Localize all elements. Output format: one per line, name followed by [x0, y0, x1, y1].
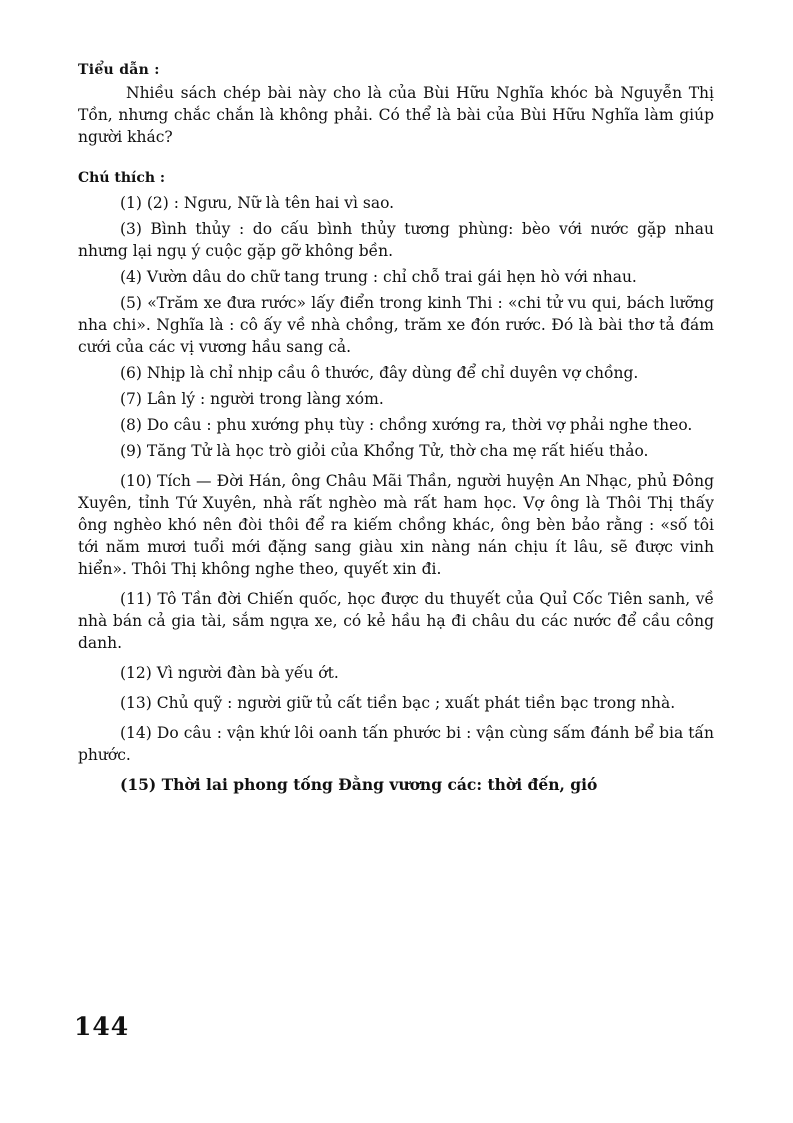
note-8: (8) Do câu : phu xướng phụ tùy : chồng xướng ra, thời vợ phải nghe theo. [120, 416, 693, 434]
note-5: (5) «Trăm xe đưa rước» lấy điển trong kinh Thi : «chi tử vu qui, bách lưỡng nha chi». Nghĩa là : cô ấy về nhà chồng, trăm xe đón rước. Đó là bài thơ tả đám cưới của các vị vương hầu sang cả. [78, 294, 714, 356]
note-3: (3) Bình thủy : do cấu bình thủy tương phùng: bèo với nước gặp nhau nhưng lại ngụ ý cuộc gặp gỡ không bền. [78, 220, 714, 260]
intro-heading: Tiểu dẫn : [78, 62, 160, 78]
note-14: (14) Do câu : vận khứ lôi oanh tấn phước bi : vận cùng sấm đánh bể bia tấn phước. [78, 724, 714, 764]
intro-paragraph: Nhiều sách chép bài này cho là của Bùi Hữu Nghĩa khóc bà Nguyễn Thị Tồn, nhưng chắc chắn là không phải. Có thể là bài của Bùi Hữu Nghĩa làm giúp người khác? [78, 84, 714, 146]
note-6: (6) Nhịp là chỉ nhịp cầu ô thước, đây dùng để chỉ duyên vợ chồng. [120, 364, 639, 382]
page-number: 144 [74, 1012, 130, 1041]
notes-heading: Chú thích : [78, 170, 166, 186]
note-4: (4) Vườn dâu do chữ tang trung : chỉ chỗ trai gái hẹn hò với nhau. [120, 268, 637, 286]
note-1-2: (1) (2) : Ngưu, Nữ là tên hai vì sao. [120, 194, 395, 212]
note-7: (7) Lân lý : người trong làng xóm. [120, 390, 384, 408]
page-body [78, 62, 714, 800]
note-9: (9) Tăng Tử là học trò giỏi của Khổng Tử, thờ cha mẹ rất hiếu thảo. [120, 442, 649, 460]
note-12: (12) Vì người đàn bà yếu ớt. [120, 664, 339, 682]
note-10: (10) Tích — Đời Hán, ông Châu Mãi Thần, người huyện An Nhạc, phủ Đông Xuyên, tỉnh Tứ Xuyên, nhà rất nghèo mà rất ham học. Vợ ông là Thôi Thị thấy ông nghèo khó nên đòi thôi để ra kiếm chồng khác, ông bèn bảo rằng : «số tôi tới năm mươi tuổi mới đặng sang giàu xin nàng nán chịu ít lâu, sẽ được vinh hiển». Thôi Thị không nghe theo, quyết xin đi. [78, 472, 714, 578]
note-13: (13) Chủ quỹ : người giữ tủ cất tiền bạc ; xuất phát tiền bạc trong nhà. [120, 694, 676, 712]
note-11: (11) Tô Tần đời Chiến quốc, học được du thuyết của Quỉ Cốc Tiên sanh, về nhà bán cả gia tài, sắm ngựa xe, có kẻ hầu hạ đi châu du các nước để cầu công danh. [78, 590, 714, 652]
note-15: (15) Thời lai phong tống Đằng vương các: thời đến, gió [120, 775, 598, 794]
